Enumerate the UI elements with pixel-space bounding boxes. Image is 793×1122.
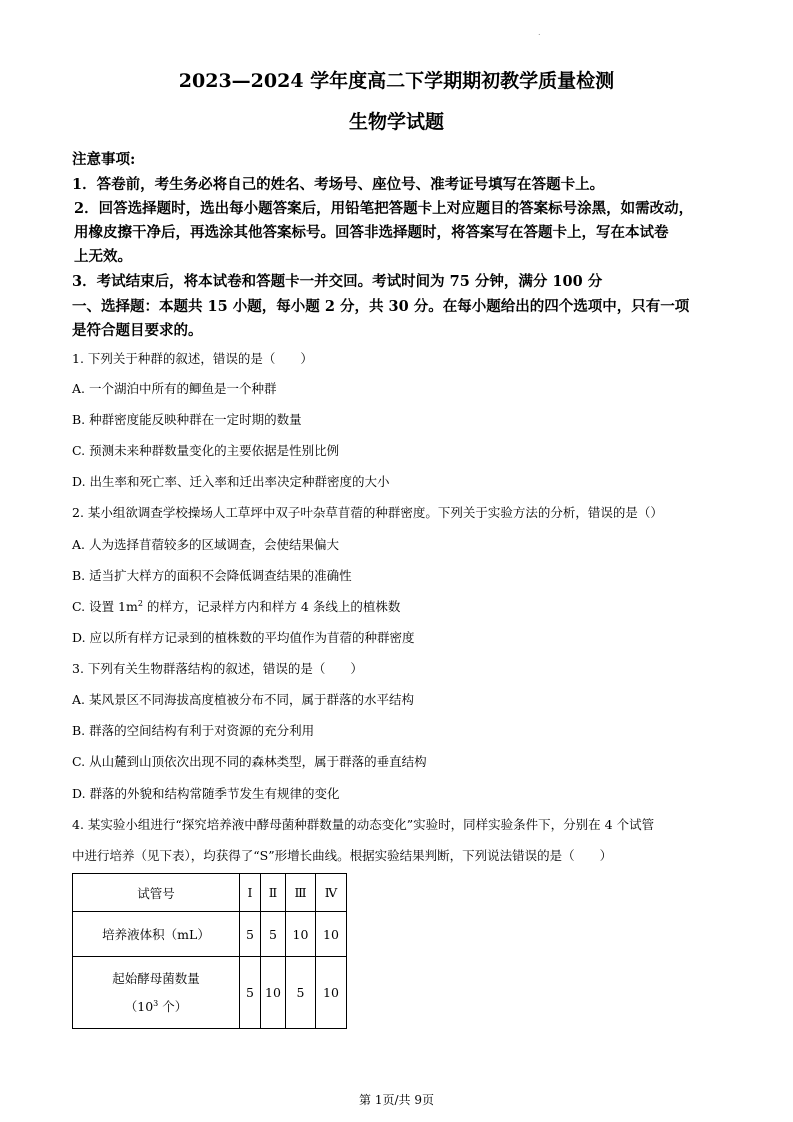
notice-item-1: 1．答卷前，考生务必将自己的姓名、考场号、座位号、准考证号填写在答题卡上。: [72, 176, 605, 193]
table-cell: 10: [261, 957, 286, 1029]
section-heading-line-1: 一、选择题：本题共 15 小题，每小题 2 分，共 30 分。在每小题给出的四个选项中，只有一项: [72, 298, 690, 315]
table-cell: 10: [286, 912, 316, 957]
q3-option-a: A. 某风景区不同海拔高度植被分布不同，属于群落的水平结构: [72, 692, 414, 707]
q2-option-a: A. 人为选择苜蓿较多的区域调查，会使结果偏大: [72, 537, 339, 552]
tube-3-header: Ⅲ: [286, 874, 316, 912]
row-label-yeast-count: 起始酵母菌数量 （$10^3$ 个）: [73, 957, 240, 1029]
superscript: 2: [137, 598, 143, 608]
table-cell: 5: [240, 957, 261, 1029]
q2-stem: 2. 某小组欲调查学校操场人工草坪中双子叶杂草苜蓿的种群密度。下列关于实验方法的分析，错误的是（）: [72, 505, 663, 520]
exam-subtitle: 生物学试题: [348, 111, 444, 133]
q4-stem-line-1: 4. 某实验小组进行“探究培养液中酵母菌种群数量的动态变化”实验时，同样实验条件下，分别在 4 个试管: [72, 817, 655, 832]
table-header-label: 试管号: [73, 874, 240, 912]
q4-stem-line-2: 中进行培养（见下表），均获得了“S”形增长曲线。根据实验结果判断，下列说法错误的是（ ）: [72, 848, 613, 863]
superscript: 3: [153, 998, 159, 1008]
q2-option-d: D. 应以所有样方记录到的植株数的平均值作为苜蓿的种群密度: [72, 630, 415, 645]
q3-option-d: D. 群落的外貌和结构常随季节发生有规律的变化: [72, 786, 340, 801]
table-cell: 5: [261, 912, 286, 957]
exam-title: 2023—2024 学年度高二下学期期初教学质量检测: [178, 70, 615, 92]
table-cell: 5: [240, 912, 261, 957]
q2-option-c: C. 设置 $1m^2$ 的样方，记录样方内和样方 4 条线上的植株数: [72, 598, 401, 614]
experiment-table: [72, 873, 347, 1029]
table-row: [73, 912, 347, 957]
table-cell: 10: [316, 957, 347, 1029]
q1-option-d: D. 出生率和死亡率、迁入率和迁出率决定种群密度的大小: [72, 474, 390, 489]
table-cell: 5: [286, 957, 316, 1029]
q1-option-b: B. 种群密度能反映种群在一定时期的数量: [72, 412, 302, 427]
q3-option-c: C. 从山麓到山顶依次出现不同的森林类型，属于群落的垂直结构: [72, 754, 427, 769]
row-label-volume: 培养液体积（mL）: [73, 912, 240, 957]
section-heading-line-2: 是符合题目要求的。: [72, 322, 203, 339]
notice-item-2-line-2: 用橡皮擦干净后，再选涂其他答案标号。回答非选择题时，将答案写在答题卡上，写在本试卷: [74, 224, 669, 241]
table-cell: 10: [316, 912, 347, 957]
tube-4-header: Ⅳ: [316, 874, 347, 912]
page-footer: 第 1页/共 9页: [359, 1093, 434, 1107]
notice-item-2-line-1: 2．回答选择题时，选出每小题答案后，用铅笔把答题卡上对应题目的答案标号涂黑，如需改动，: [74, 200, 694, 217]
notice-item-2-line-3: 上无效。: [74, 248, 132, 265]
q2-option-b: B. 适当扩大样方的面积不会降低调查结果的准确性: [72, 568, 352, 583]
q1-stem: 1. 下列关于种群的叙述，错误的是（ ）: [72, 351, 313, 366]
tube-2-header: Ⅱ: [261, 874, 286, 912]
tube-1-header: Ⅰ: [240, 874, 261, 912]
notice-item-3: 3．考试结束后，将本试卷和答题卡一并交回。考试时间为 75 分钟，满分 100 分: [72, 273, 603, 290]
q1-option-a: A. 一个湖泊中所有的鲫鱼是一个种群: [72, 381, 277, 396]
table-header-row: [73, 874, 347, 912]
q1-option-c: C. 预测未来种群数量变化的主要依据是性别比例: [72, 443, 340, 458]
q3-stem: 3. 下列有关生物群落结构的叙述，错误的是（ ）: [72, 661, 363, 676]
page-mark: .: [538, 28, 541, 37]
q3-option-b: B. 群落的空间结构有利于对资源的充分利用: [72, 723, 315, 738]
table-row: [73, 957, 347, 1029]
notice-heading: 注意事项:: [72, 151, 136, 168]
